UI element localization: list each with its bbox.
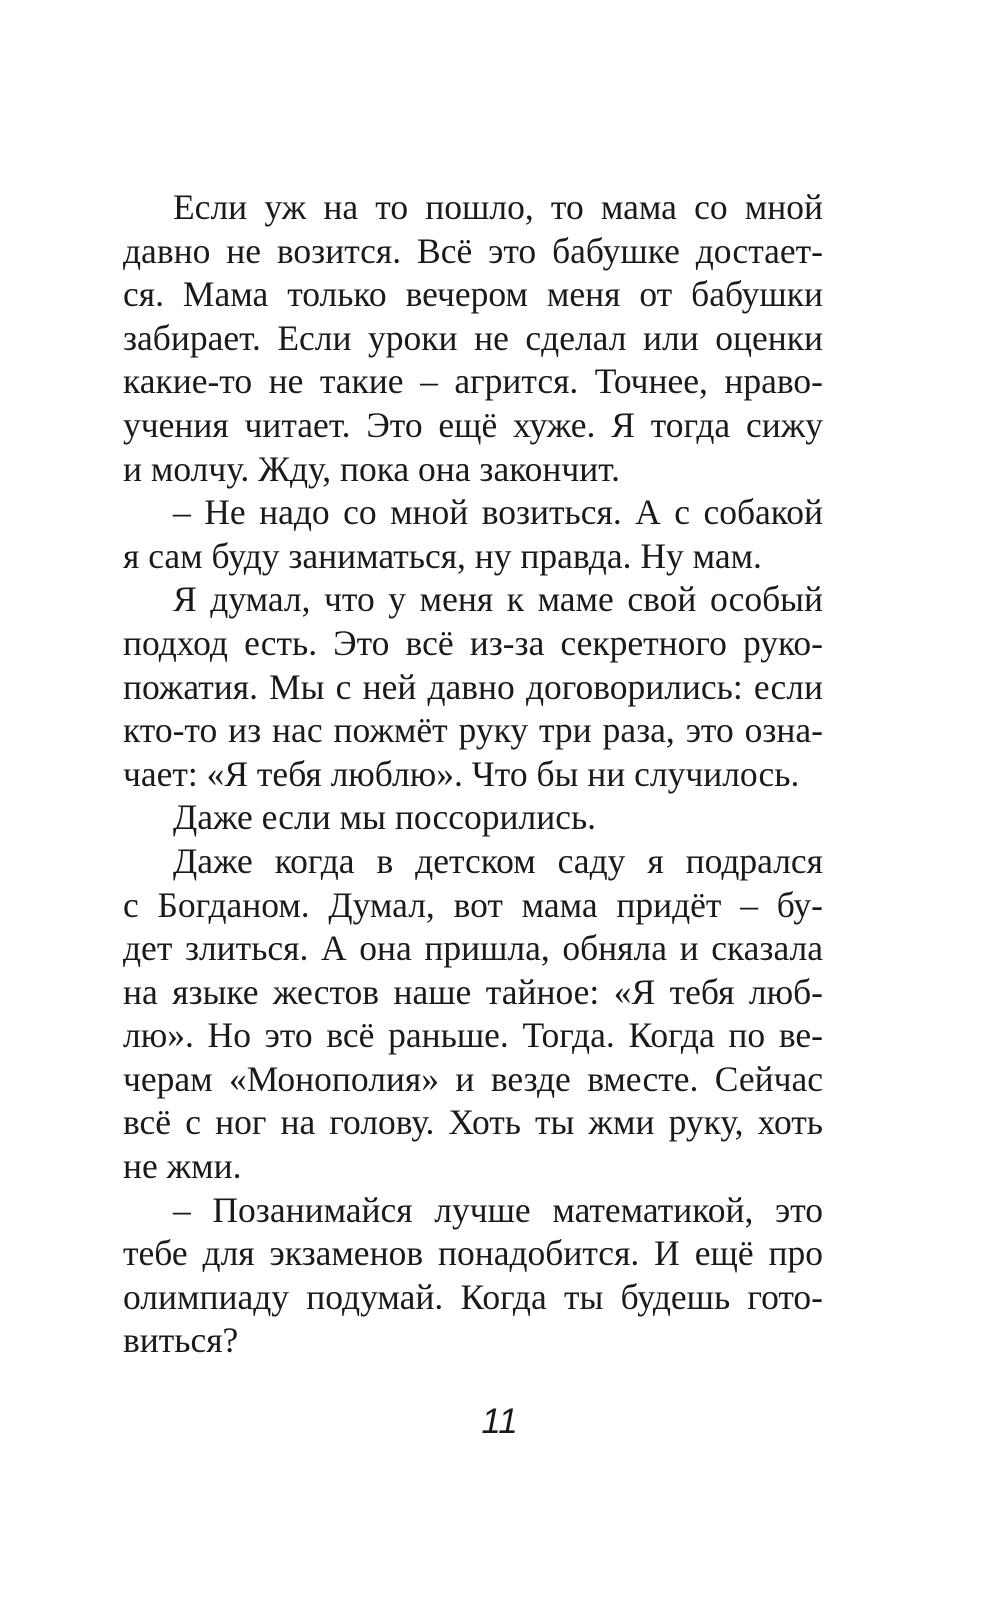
body-text [123,186,823,1363]
text-line: Даже когда в детском саду я подрался [173,840,823,881]
text-line: – Позанимайся лучше математикой, это [173,1189,823,1230]
text-line: я сам буду заниматься, ну правда. Ну мам. [123,535,762,576]
text-line: пожатия. Мы с ней давно договорились: если [123,666,823,707]
text-line: – Не надо со мной возиться. А с собакой [173,492,823,533]
text-line: ся. Мама только вечером меня от бабушки [123,274,823,315]
text-line: чает: «Я тебя люблю». Что бы ни случилось. [123,753,800,794]
text-line: не жми. [123,1146,242,1187]
text-line: Я думал, что у меня к маме свой особый [173,579,823,620]
paragraph [123,578,823,796]
text-line: всё с ног на голову. Хоть ты жми руку, хоть [123,1102,823,1143]
text-line: какие-то не такие – агрится. Точнее, нраво- [123,361,823,402]
text-line: подход есть. Это всё из-за секретного руко- [123,622,823,663]
page-number: 11 [481,1402,518,1441]
text-line: черам «Монополия» и везде вместе. Сейчас [123,1058,823,1099]
text-line: лю». Но это всё раньше. Тогда. Когда по ве- [123,1015,823,1056]
text-line: Если уж на то пошло, то мама со мной [173,187,823,227]
text-line: забирает. Если уроки не сделал или оценки [123,317,823,358]
text-line: с Богданом. Думал, вот мама придёт – бу- [123,884,823,925]
text-line: давно не возится. Всё это бабушке достает- [123,230,823,271]
text-line: на языке жестов наше тайное: «Я тебя люб- [123,971,823,1012]
text-line: дет злиться. А она пришла, обняла и сказала [123,928,823,969]
text-line: учения читает. Это ещё хуже. Я тогда сижу [123,404,823,445]
text-line: Даже если мы поссорились. [173,797,597,838]
paragraph [123,1189,823,1363]
paragraph [123,796,823,840]
paragraph [123,840,823,1189]
text-line: олимпиаду подумай. Когда ты будешь гото- [123,1276,823,1317]
text-line: тебе для экзаменов понадобится. И ещё про [123,1233,823,1274]
paragraph [123,186,823,491]
text-line: виться? [123,1320,239,1361]
text-line: и молчу. Жду, пока она закончит. [123,448,620,489]
text-line: кто-то из нас пожмёт руку три раза, это озна- [123,710,823,751]
paragraph [123,491,823,578]
